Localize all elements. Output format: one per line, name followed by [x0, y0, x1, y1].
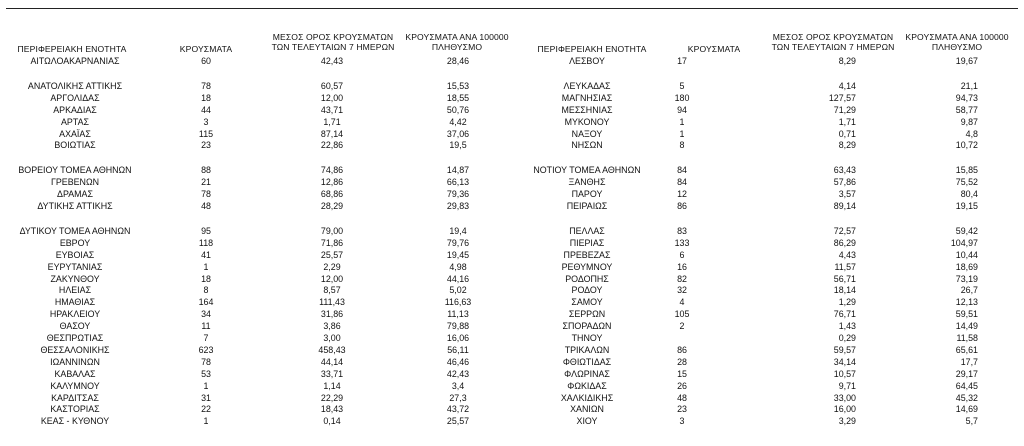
avg7-value: 8,29 [838, 56, 856, 66]
per100k-value: 5,02 [449, 285, 467, 296]
avg7-value: 31,86 [320, 309, 344, 320]
table-row [0, 381, 1024, 392]
region-name: ΙΩΑΝΝΙΝΩΝ [50, 356, 100, 367]
cases-value: 1 [203, 416, 209, 427]
avg7-value: 57,86 [833, 177, 856, 188]
region-name: ΘΕΣΣΑΛΟΝΙΚΗΣ [40, 344, 110, 355]
region-name: ΕΥΡΥΤΑΝΙΑΣ [47, 261, 103, 272]
avg7-value: 0,14 [323, 416, 341, 427]
region-name: ΘΕΣΠΡΩΤΙΑΣ [46, 333, 104, 343]
table-row [0, 177, 1024, 188]
cases-value: 23 [201, 140, 211, 151]
per100k-value: 4,98 [449, 261, 467, 272]
cases-value: 17 [677, 56, 687, 66]
region-name: ΕΥΒΟΙΑΣ [55, 249, 95, 260]
region-name: ΜΥΚΟΝΟΥ [564, 116, 610, 127]
table-row [0, 274, 1024, 285]
header-region-label: ΠΕΡΙΦΕΡΕΙΑΚΗ ΕΝΟΤΗΤΑ [537, 44, 647, 54]
per100k-value: 9,87 [960, 116, 978, 127]
region-name: ΖΑΚΥΝΘΟΥ [50, 273, 100, 284]
avg7-value: 1,71 [838, 116, 856, 127]
table-row [0, 321, 1024, 332]
avg7-value: 42,43 [320, 56, 344, 66]
avg7-value: 18,14 [833, 285, 856, 296]
table-row [0, 56, 1024, 67]
region-name: ΑΝΑΤΟΛΙΚΗΣ ΑΤΤΙΚΗΣ [27, 80, 123, 91]
cases-value: 8 [203, 285, 209, 296]
cases-value: 48 [677, 392, 687, 403]
per100k-value: 59,42 [955, 225, 978, 236]
per100k-value: 94,73 [955, 92, 978, 103]
region-name: ΕΒΡΟΥ [59, 237, 91, 248]
region-name: ΓΡΕΒΕΝΩΝ [50, 177, 100, 188]
header-per100k-line2: ΠΛΗΘΥΣΜΟ [431, 42, 483, 52]
region-name: ΒΟΡΕΙΟΥ ΤΟΜΕΑ ΑΘΗΝΩΝ [18, 165, 132, 176]
region-name: ΝΑΞΟΥ [571, 128, 603, 139]
cases-value: 16 [677, 261, 687, 272]
table-row [0, 285, 1024, 296]
table-row [0, 129, 1024, 140]
per100k-value: 44,16 [446, 273, 470, 284]
per100k-value: 3,4 [451, 380, 465, 391]
avg7-value: 111,43 [319, 297, 345, 308]
avg7-value: 34,14 [833, 356, 856, 367]
avg7-value: 12,86 [320, 177, 344, 188]
avg7-value: 2,29 [323, 261, 341, 272]
per100k-value: 59,51 [955, 309, 978, 320]
region-name: ΚΑΣΤΟΡΙΑΣ [50, 404, 100, 415]
cases-value: 4 [679, 297, 685, 308]
cases-value: 1 [203, 380, 209, 391]
table-row [0, 250, 1024, 261]
avg7-value: 1,29 [838, 297, 856, 308]
avg7-value: 87,14 [320, 128, 344, 139]
per100k-value: 5,7 [965, 416, 978, 427]
per100k-value: 14,87 [446, 165, 470, 176]
per100k-value: 65,61 [955, 344, 978, 355]
per100k-value: 10,44 [955, 249, 978, 260]
header-avg7-line1: ΜΕΣΟΣ ΟΡΟΣ ΚΡΟΥΣΜΑΤΩΝ [772, 32, 894, 42]
cases-value: 18 [201, 92, 211, 103]
region-name: ΔΡΑΜΑΣ [57, 189, 93, 200]
header-per100k-line1: ΚΡΟΥΣΜΑΤΑ ΑΝΑ 100000 [905, 32, 1009, 42]
cases-value: 32 [677, 285, 687, 296]
per100k-value: 79,88 [446, 321, 470, 332]
table-row [0, 416, 1024, 427]
avg7-value: 4,43 [838, 249, 856, 260]
top-rule [6, 8, 1018, 9]
cases-value: 82 [677, 273, 687, 284]
cases-value: 6 [679, 249, 685, 260]
avg7-value: 1,71 [323, 116, 341, 127]
cases-value: 22 [201, 404, 211, 415]
cases-value: 12 [677, 189, 687, 200]
avg7-value: 79,00 [320, 225, 344, 236]
per100k-value: 14,49 [955, 321, 978, 332]
header-cases-right [676, 44, 752, 54]
avg7-value: 25,57 [320, 249, 344, 260]
header-cases-label: ΚΡΟΥΣΜΑΤΑ [687, 44, 741, 54]
avg7-value: 86,29 [833, 237, 856, 248]
per100k-value: 17,7 [960, 356, 978, 367]
per100k-value: 19,45 [446, 249, 470, 260]
avg7-value: 22,29 [320, 392, 344, 403]
region-name: ΡΟΔΟΥ [571, 285, 603, 296]
region-name: ΣΕΡΡΩΝ [568, 309, 606, 320]
per100k-value: 50,76 [446, 104, 470, 115]
header-region-left [2, 44, 142, 54]
cases-value: 180 [674, 92, 690, 103]
avg7-value: 72,57 [833, 225, 856, 236]
table-row [0, 81, 1024, 92]
region-name: ΗΜΑΘΙΑΣ [54, 297, 96, 308]
avg7-value: 127,57 [828, 92, 856, 103]
per100k-value: 28,46 [446, 56, 470, 66]
avg7-value: 9,71 [838, 380, 856, 391]
per100k-value: 64,45 [955, 380, 978, 391]
avg7-value: 71,86 [320, 237, 344, 248]
per100k-value: 19,15 [955, 201, 978, 211]
region-name: ΛΕΣΒΟΥ [569, 56, 605, 66]
region-name: ΡΕΘΥΜΝΟΥ [561, 261, 613, 272]
cases-value: 1 [679, 128, 685, 139]
per100k-value: 116,63 [444, 297, 472, 308]
per100k-value: 29,17 [955, 368, 978, 379]
header-avg7-line2: ΤΩΝ ΤΕΛΕΥΤΑΙΩΝ 7 ΗΜΕΡΩΝ [771, 42, 895, 52]
cases-value: 18 [201, 273, 211, 284]
header-avg7-left [268, 32, 398, 52]
region-name: ΦΛΩΡΙΝΑΣ [564, 368, 610, 379]
cases-value: 3 [203, 116, 209, 127]
per100k-value: 46,46 [446, 356, 470, 367]
per100k-value: 45,32 [955, 392, 978, 403]
table-row [0, 117, 1024, 128]
region-name: ΚΑΛΥΜΝΟΥ [50, 380, 100, 391]
header-per100k-right [902, 32, 1012, 52]
per100k-value: 12,13 [955, 297, 978, 308]
cases-value: 86 [677, 201, 687, 211]
region-name: ΡΟΔΟΠΗΣ [565, 273, 609, 284]
per100k-value: 58,77 [955, 104, 978, 115]
region-name: ΚΑΡΔΙΤΣΑΣ [51, 392, 99, 403]
per100k-value: 18,69 [955, 261, 978, 272]
region-name: ΣΑΜΟΥ [571, 297, 603, 308]
avg7-value: 3,86 [323, 321, 341, 332]
cases-value: 83 [677, 225, 687, 236]
avg7-value: 0,29 [838, 333, 856, 343]
cases-value: 1 [679, 116, 685, 127]
avg7-value: 11,57 [834, 261, 856, 272]
header-region-right [522, 44, 662, 54]
per100k-value: 4,42 [449, 116, 467, 127]
per100k-value: 19,5 [449, 140, 467, 151]
per100k-value: 66,13 [446, 177, 470, 188]
cases-value: 21 [201, 177, 211, 188]
avg7-value: 33,71 [320, 368, 344, 379]
region-name: ΝΟΤΙΟΥ ΤΟΜΕΑ ΑΘΗΝΩΝ [533, 165, 641, 176]
region-name: ΑΡΓΟΛΙΔΑΣ [50, 92, 100, 103]
avg7-value: 28,29 [320, 201, 344, 211]
per100k-value: 79,36 [446, 189, 470, 200]
per100k-value: 11,13 [447, 309, 469, 320]
avg7-value: 1,43 [838, 321, 856, 332]
cases-value: 34 [201, 309, 211, 320]
cases-value: 84 [677, 177, 687, 188]
per100k-value: 56,11 [447, 344, 469, 355]
region-name: ΑΡΚΑΔΙΑΣ [53, 104, 97, 115]
avg7-value: 12,00 [320, 273, 344, 284]
region-name: ΔΥΤΙΚΟΥ ΤΟΜΕΑ ΑΘΗΝΩΝ [19, 225, 131, 236]
avg7-value: 44,14 [320, 356, 344, 367]
per100k-value: 80,4 [960, 189, 978, 200]
avg7-value: 60,57 [320, 80, 344, 91]
region-name: ΝΗΣΩΝ [571, 140, 603, 151]
region-name: ΛΕΥΚΑΔΑΣ [563, 80, 611, 91]
region-name: ΜΕΣΣΗΝΙΑΣ [561, 104, 613, 115]
avg7-value: 33,00 [833, 392, 856, 403]
header-avg7-line2: ΤΩΝ ΤΕΛΕΥΤΑΙΩΝ 7 ΗΜΕΡΩΝ [271, 42, 395, 52]
cases-value: 44 [201, 104, 211, 115]
table-row [0, 345, 1024, 356]
table-row [0, 226, 1024, 237]
avg7-value: 74,86 [320, 165, 344, 176]
table-row [0, 262, 1024, 273]
cases-value: 88 [201, 165, 211, 176]
cases-value: 94 [677, 104, 687, 115]
cases-value: 78 [201, 189, 211, 200]
per100k-value: 79,76 [446, 237, 470, 248]
cases-value: 78 [201, 356, 211, 367]
avg7-value: 76,71 [833, 309, 856, 320]
table-row [0, 165, 1024, 176]
cases-value: 60 [201, 56, 211, 66]
avg7-value: 1,14 [323, 380, 341, 391]
avg7-value: 71,29 [833, 104, 856, 115]
avg7-value: 56,71 [833, 273, 856, 284]
cases-value: 623 [198, 344, 214, 355]
per100k-value: 16,06 [446, 333, 470, 343]
region-name: ΔΥΤΙΚΗΣ ΑΤΤΙΚΗΣ [37, 201, 113, 211]
cases-value: 8 [679, 140, 685, 151]
table-row [0, 309, 1024, 320]
table-row [0, 333, 1024, 344]
cases-value: 15 [677, 368, 687, 379]
header-cases-label: ΚΡΟΥΣΜΑΤΑ [179, 44, 233, 54]
per100k-value: 75,52 [955, 177, 978, 188]
per100k-value: 15,85 [955, 165, 978, 176]
table-row [0, 93, 1024, 104]
per100k-value: 42,43 [446, 368, 470, 379]
cases-value: 2 [679, 321, 685, 332]
avg7-value: 22,86 [320, 140, 344, 151]
per100k-value: 26,7 [960, 285, 978, 296]
avg7-value: 16,00 [833, 404, 856, 415]
per100k-value: 43,72 [446, 404, 470, 415]
avg7-value: 89,14 [833, 201, 856, 211]
avg7-value: 59,57 [833, 344, 856, 355]
table-row [0, 369, 1024, 380]
region-name: ΒΟΙΩΤΙΑΣ [54, 140, 96, 151]
header-per100k-line1: ΚΡΟΥΣΜΑΤΑ ΑΝΑ 100000 [405, 32, 509, 42]
cases-value: 84 [677, 165, 687, 176]
cases-value: 7 [203, 333, 209, 343]
region-name: ΠΕΙΡΑΙΩΣ [566, 201, 608, 211]
cases-value: 86 [677, 344, 687, 355]
per100k-value: 15,53 [446, 80, 470, 91]
cases-value: 78 [201, 80, 211, 91]
cases-value: 115 [198, 128, 214, 139]
per100k-value: 11,58 [956, 333, 978, 343]
per100k-value: 104,97 [950, 237, 978, 248]
per100k-value: 4,8 [965, 128, 978, 139]
cases-value: 53 [201, 368, 211, 379]
per100k-value: 21,1 [960, 80, 978, 91]
region-name: ΠΡΕΒΕΖΑΣ [563, 249, 611, 260]
region-name: ΑΧΑΪΑΣ [59, 128, 91, 139]
cases-value: 5 [679, 80, 685, 91]
per100k-value: 73,19 [955, 273, 978, 284]
cases-value: 26 [677, 380, 687, 391]
cases-value: 105 [674, 309, 690, 320]
region-name: ΚΑΒΑΛΑΣ [54, 368, 96, 379]
table-row [0, 393, 1024, 404]
table-row [0, 297, 1024, 308]
region-name: ΘΑΣΟΥ [59, 321, 91, 332]
per100k-value: 14,69 [955, 404, 978, 415]
cases-value: 31 [201, 392, 211, 403]
region-name: ΧΑΝΙΩΝ [570, 404, 604, 415]
region-name: ΧΙΟΥ [576, 416, 598, 427]
avg7-value: 18,43 [320, 404, 344, 415]
cases-value: 11 [201, 321, 211, 332]
region-name: ΗΛΕΙΑΣ [58, 285, 92, 296]
avg7-value: 12,00 [320, 92, 344, 103]
per100k-value: 25,57 [446, 416, 470, 427]
region-name: ΣΠΟΡΑΔΩΝ [562, 321, 612, 332]
avg7-value: 8,29 [838, 140, 856, 151]
cases-value: 133 [674, 237, 690, 248]
header-avg7-line1: ΜΕΣΟΣ ΟΡΟΣ ΚΡΟΥΣΜΑΤΩΝ [272, 32, 394, 42]
cases-value: 118 [198, 237, 214, 248]
avg7-value: 63,43 [833, 165, 856, 176]
cases-value: 28 [677, 356, 687, 367]
per100k-value: 29,83 [446, 201, 470, 211]
avg7-value: 3,29 [838, 416, 856, 427]
per100k-value: 18,55 [446, 92, 470, 103]
avg7-value: 43,71 [320, 104, 344, 115]
region-name: ΠΙΕΡΙΑΣ [569, 237, 605, 248]
table-row [0, 357, 1024, 368]
avg7-value: 4,14 [838, 80, 856, 91]
table-row [0, 189, 1024, 200]
region-name: ΧΑΛΚΙΔΙΚΗΣ [560, 392, 614, 403]
region-name: ΠΑΡΟΥ [571, 189, 603, 200]
avg7-value: 3,00 [323, 333, 341, 343]
header-cases-left [168, 44, 244, 54]
avg7-value: 68,86 [320, 189, 344, 200]
table-row [0, 238, 1024, 249]
table-row [0, 140, 1024, 151]
header-region-label: ΠΕΡΙΦΕΡΕΙΑΚΗ ΕΝΟΤΗΤΑ [17, 44, 127, 54]
region-name: ΚΕΑΣ - ΚΥΘΝΟΥ [40, 416, 110, 427]
region-name: ΤΡΙΚΑΛΩΝ [564, 344, 610, 355]
avg7-value: 458,43 [318, 344, 346, 355]
avg7-value: 8,57 [323, 285, 341, 296]
region-name: ΠΕΛΛΑΣ [569, 225, 605, 236]
per100k-value: 37,06 [446, 128, 470, 139]
header-avg7-right [768, 32, 898, 52]
region-name: ΜΑΓΝΗΣΙΑΣ [561, 92, 613, 103]
header-per100k-line2: ΠΛΗΘΥΣΜΟ [931, 42, 983, 52]
region-name: ΦΩΚΙΔΑΣ [567, 380, 607, 391]
avg7-value: 10,57 [833, 368, 856, 379]
cases-value: 95 [201, 225, 211, 236]
table-row [0, 404, 1024, 415]
cases-value: 1 [203, 261, 209, 272]
avg7-value: 0,71 [838, 128, 856, 139]
table-row [0, 201, 1024, 212]
table-row [0, 105, 1024, 116]
per100k-value: 10,72 [955, 140, 978, 151]
cases-value: 23 [677, 404, 687, 415]
region-name: ΗΡΑΚΛΕΙΟΥ [49, 309, 101, 320]
header-per100k-left [402, 32, 512, 52]
cases-value: 48 [201, 201, 211, 211]
avg7-value: 3,57 [838, 189, 856, 200]
region-name: ΞΑΝΘΗΣ [568, 177, 606, 188]
cases-value: 3 [679, 416, 685, 427]
region-name: ΦΘΙΩΤΙΔΑΣ [562, 356, 612, 367]
cases-value: 41 [201, 249, 211, 260]
per100k-value: 19,4 [449, 225, 467, 236]
per100k-value: 27,3 [449, 392, 467, 403]
region-name: ΑΙΤΩΛΟΑΚΑΡΝΑΝΙΑΣ [30, 56, 120, 66]
region-name: ΤΗΝΟΥ [571, 333, 603, 343]
region-name: ΑΡΤΑΣ [60, 116, 89, 127]
per100k-value: 19,67 [955, 56, 978, 66]
cases-value: 164 [198, 297, 214, 308]
